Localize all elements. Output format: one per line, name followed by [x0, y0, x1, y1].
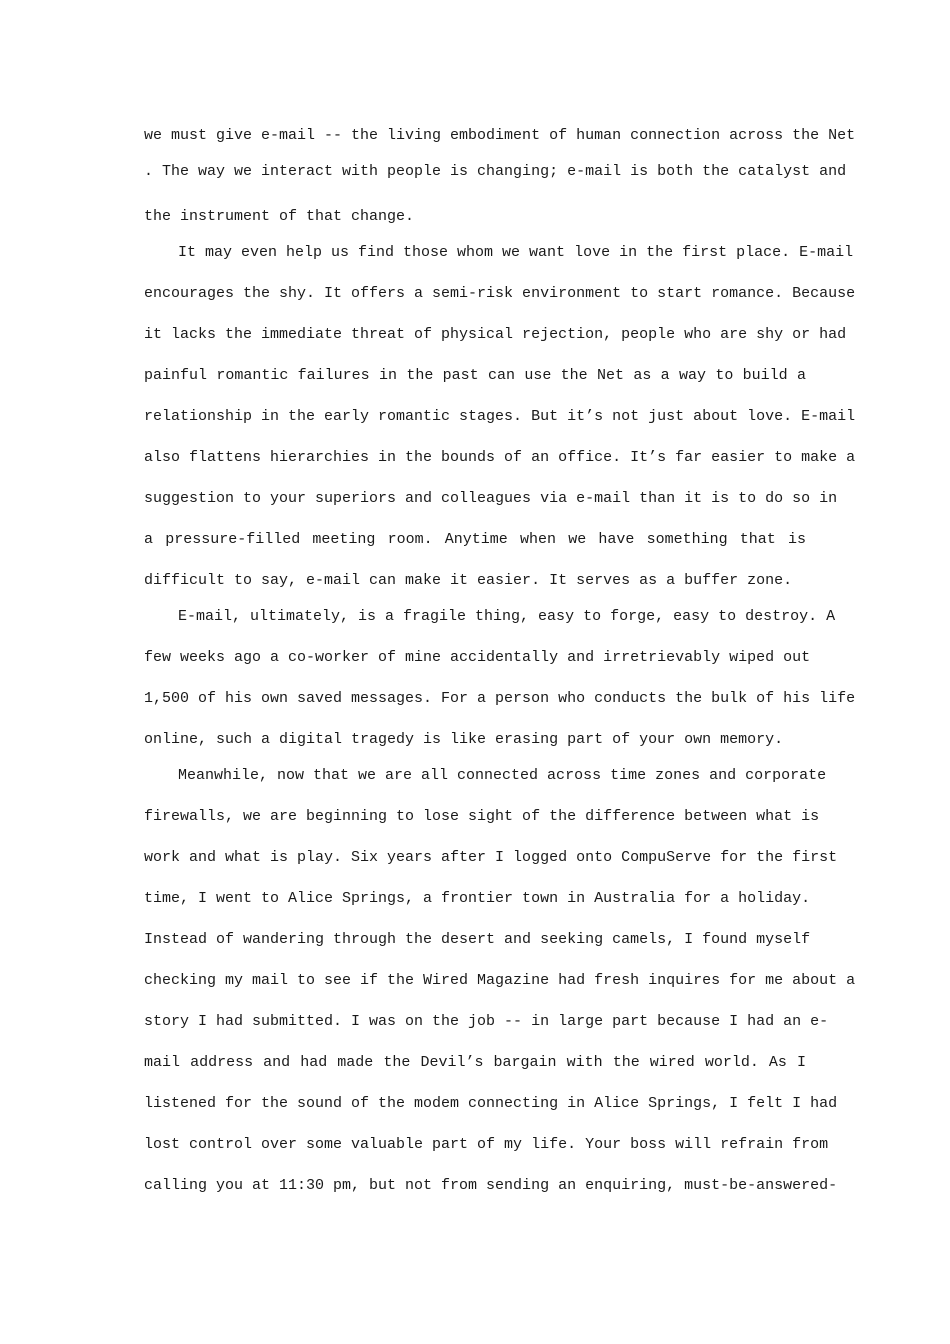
- text-line: few weeks ago a co-worker of mine accidentally and irretrievably wiped out: [144, 649, 811, 666]
- text-line: also flattens hierarchies in the bounds of an office. It’s far easier to make a: [144, 449, 856, 466]
- text-line: it lacks the immediate threat of physical rejection, people who are shy or had: [144, 326, 847, 343]
- text-line: time, I went to Alice Springs, a frontier town in Australia for a holiday.: [144, 890, 811, 907]
- text-line: encourages the shy. It offers a semi-risk environment to start romance. Because: [144, 285, 856, 302]
- paragraph: [144, 242, 856, 592]
- text-line: painful romantic failures in the past can use the Net as a way to build a: [144, 367, 806, 384]
- text-line: relationship in the early romantic stages. But it’s not just about love. E-mail: [144, 408, 856, 425]
- text-line: a pressure-filled meeting room. Anytime when we have something that is: [144, 531, 806, 548]
- paragraph: [144, 125, 856, 228]
- text-line: online, such a digital tragedy is like erasing part of your own memory.: [144, 731, 784, 748]
- text-line: calling you at 11:30 pm, but not from sending an enquiring, must-be-answered-: [144, 1177, 838, 1194]
- text-line: work and what is play. Six years after I logged onto CompuServe for the first: [144, 849, 838, 866]
- text-line: we must give e-mail -- the living embodiment of human connection across the Net: [144, 127, 856, 144]
- text-line: checking my mail to see if the Wired Magazine had fresh inquires for me about a: [144, 972, 856, 989]
- text-line: Instead of wandering through the desert and seeking camels, I found myself: [144, 931, 811, 948]
- text-line: firewalls, we are beginning to lose sight of the difference between what is: [144, 808, 820, 825]
- text-line: It may even help us find those whom we want love in the first place. E-mail: [178, 244, 854, 261]
- text-line: mail address and had made the Devil’s bargain with the wired world. As I: [144, 1054, 806, 1071]
- paragraph: [144, 765, 856, 1197]
- text-line: E-mail, ultimately, is a fragile thing, easy to forge, easy to destroy. A: [178, 608, 836, 625]
- paragraph: [144, 606, 856, 751]
- body-text: [144, 125, 856, 1197]
- text-line: the instrument of that change.: [144, 208, 415, 225]
- text-line: 1,500 of his own saved messages. For a person who conducts the bulk of his life: [144, 690, 856, 707]
- text-line: story I had submitted. I was on the job -- in large part because I had an e-: [144, 1013, 829, 1030]
- text-line: suggestion to your superiors and colleagues via e-mail than it is to do so in: [144, 490, 838, 507]
- text-line: difficult to say, e-mail can make it easier. It serves as a buffer zone.: [144, 572, 793, 589]
- text-line: . The way we interact with people is changing; e-mail is both the catalyst and: [144, 163, 847, 180]
- text-line: listened for the sound of the modem connecting in Alice Springs, I felt I had: [144, 1095, 838, 1112]
- text-line: lost control over some valuable part of my life. Your boss will refrain from: [144, 1136, 829, 1153]
- text-line: Meanwhile, now that we are all connected across time zones and corporate: [178, 767, 827, 784]
